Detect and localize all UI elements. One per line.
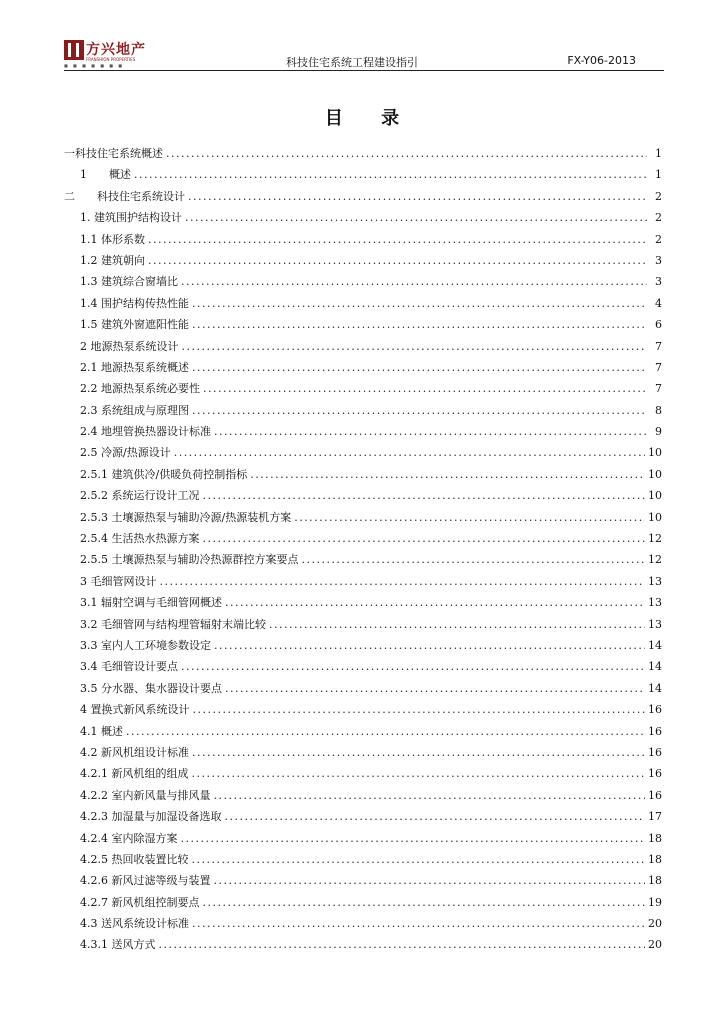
toc-entry[interactable] [64, 616, 662, 637]
toc-leader-dots [225, 596, 645, 609]
toc-entry-page: 3 [655, 253, 662, 267]
toc-entry-label: 1.5 建筑外窗遮阳性能 [80, 318, 189, 332]
toc-entry-page: 13 [648, 596, 662, 610]
toc-entry-label: 4 置换式新风系统设计 [80, 703, 190, 717]
toc-leader-dots [192, 361, 647, 374]
toc-leader-dots [192, 853, 646, 866]
toc-entry-page: 16 [648, 724, 662, 738]
toc-entry-label: 4.2.6 新风过滤等级与装置 [80, 874, 211, 888]
toc-entry[interactable] [64, 573, 662, 594]
toc-leader-dots [250, 468, 645, 481]
toc-heading: 目 录 [324, 108, 416, 129]
toc-entry[interactable] [64, 723, 662, 744]
toc-entry-page: 19 [648, 895, 662, 909]
toc-entry-page: 14 [648, 681, 662, 695]
toc-leader-dots [159, 938, 646, 951]
toc-leader-dots [214, 874, 646, 887]
toc-entry-label: 2.5.1 建筑供冷/供暖负荷控制指标 [80, 467, 248, 481]
toc-entry-label: 1.4 围护结构传热性能 [80, 296, 189, 310]
toc-entry-page: 20 [648, 917, 662, 931]
toc-leader-dots [188, 190, 647, 203]
toc-entry[interactable] [64, 658, 662, 679]
document-code: FX-Y06-2013 [567, 54, 636, 67]
toc-leader-dots [301, 553, 645, 566]
toc-entry[interactable] [64, 851, 662, 872]
toc-entry-page: 16 [648, 703, 662, 717]
toc-entry-label: 4.3.1 送风方式 [80, 938, 156, 952]
toc-entry[interactable] [64, 145, 662, 166]
toc-entry[interactable] [64, 380, 662, 401]
toc-entry-label: 3.1 辐射空调与毛细管网概述 [80, 596, 222, 610]
logo-dots: ■ ■ ■ ■ ■ ■ ■ [64, 63, 125, 68]
toc-entry-label: 二 科技住宅系统设计 [64, 189, 185, 203]
toc-entry-page: 7 [655, 382, 662, 396]
toc-entry[interactable] [64, 765, 662, 786]
toc-leader-dots [126, 725, 645, 738]
toc-leader-dots [185, 211, 647, 224]
toc-entry-label: 4.2 新风机组设计标准 [80, 745, 189, 759]
toc-leader-dots [214, 425, 647, 438]
toc-entry-page: 2 [655, 189, 662, 203]
toc-entry[interactable] [64, 936, 662, 957]
toc-leader-dots [166, 147, 647, 160]
toc-entry-label: 4.1 概述 [80, 724, 123, 738]
toc-entry-page: 10 [648, 446, 662, 460]
toc-entry[interactable] [64, 231, 662, 252]
toc-entry[interactable] [64, 701, 662, 722]
toc-leader-dots [192, 297, 647, 310]
toc-entry-page: 13 [648, 617, 662, 631]
toc-entry-label: 2.4 地埋管换热器设计标准 [80, 425, 211, 439]
toc-entry[interactable] [64, 637, 662, 658]
toc-entry[interactable] [64, 466, 662, 487]
toc-leader-dots [192, 404, 647, 417]
toc-entry[interactable] [64, 359, 662, 380]
toc-entry-label: 4.2.4 室内除湿方案 [80, 831, 178, 845]
toc-entry-page: 13 [648, 574, 662, 588]
toc-leader-dots [192, 917, 645, 930]
toc-entry-label: 3.5 分水器、集水器设计要点 [80, 681, 222, 695]
toc-leader-dots [174, 446, 645, 459]
toc-entry-label: 2.1 地源热泵系统概述 [80, 360, 189, 374]
toc-entry-label: 2.5 冷源/热源设计 [80, 446, 171, 460]
toc-leader-dots [214, 639, 645, 652]
toc-entry[interactable] [64, 338, 662, 359]
table-of-contents [64, 145, 662, 958]
toc-leader-dots [192, 767, 646, 780]
toc-entry-page: 6 [655, 318, 662, 332]
toc-entry[interactable] [64, 594, 662, 615]
toc-leader-dots [203, 532, 646, 545]
toc-entry[interactable] [64, 787, 662, 808]
toc-entry-page: 9 [655, 425, 662, 439]
toc-leader-dots [294, 511, 645, 524]
toc-entry-label: 3 毛细管网设计 [80, 574, 157, 588]
toc-entry[interactable] [64, 209, 662, 230]
toc-entry-page: 1 [655, 147, 662, 160]
toc-entry-page: 2 [655, 232, 662, 246]
toc-entry-page: 3 [655, 275, 662, 289]
toc-entry-page: 14 [648, 660, 662, 674]
toc-entry-label: 1.2 建筑朝向 [80, 253, 145, 267]
toc-leader-dots [181, 660, 645, 673]
toc-entry[interactable] [64, 872, 662, 893]
toc-entry-page: 18 [648, 831, 662, 845]
toc-entry-page: 16 [648, 767, 662, 781]
toc-entry[interactable] [64, 423, 662, 444]
toc-entry-page: 2 [655, 211, 662, 225]
toc-entry-page: 16 [648, 745, 662, 759]
toc-leader-dots [193, 703, 646, 716]
toc-entry-label: 4.2.1 新风机组的组成 [80, 767, 189, 781]
toc-entry-page: 10 [648, 467, 662, 481]
toc-entry-label: 1. 建筑围护结构设计 [80, 211, 182, 225]
toc-leader-dots [192, 746, 645, 759]
logo-text: 方兴地产 [86, 42, 146, 58]
toc-entry[interactable] [64, 894, 662, 915]
logo-subtext: FRANSHION PROPERTIES [86, 57, 136, 62]
toc-entry-page: 7 [655, 360, 662, 374]
toc-entry-page: 12 [648, 553, 662, 567]
toc-entry-page: 18 [648, 874, 662, 888]
toc-entry-label: 1 概述 [80, 168, 131, 182]
toc-entry-page: 8 [655, 403, 662, 417]
toc-entry-label: 4.3 送风系统设计标准 [80, 917, 189, 931]
toc-entry-label: 1.3 建筑综合窗墙比 [80, 275, 178, 289]
toc-entry-page: 14 [648, 638, 662, 652]
logo-mark-icon [64, 40, 84, 60]
toc-entry-label: 2.5.4 生活热水热源方案 [80, 532, 200, 546]
toc-entry[interactable] [64, 444, 662, 465]
toc-entry-page: 4 [655, 296, 662, 310]
toc-entry-page: 20 [648, 938, 662, 952]
toc-leader-dots [269, 618, 645, 631]
toc-leader-dots [203, 489, 646, 502]
toc-entry-page: 7 [655, 339, 662, 353]
toc-leader-dots [148, 233, 647, 246]
toc-leader-dots [192, 318, 647, 331]
toc-entry[interactable] [64, 808, 662, 829]
toc-entry[interactable] [64, 830, 662, 851]
toc-leader-dots [203, 382, 647, 395]
toc-entry[interactable] [64, 273, 662, 294]
toc-leader-dots [182, 340, 648, 353]
toc-entry-label: 2.5.2 系统运行设计工况 [80, 489, 200, 503]
toc-entry-label: 4.2.5 热回收装置比较 [80, 852, 189, 866]
toc-leader-dots [225, 682, 645, 695]
toc-leader-dots [203, 896, 646, 909]
toc-entry-label: 1.1 体形系数 [80, 232, 145, 246]
toc-entry-page: 17 [648, 810, 662, 824]
toc-entry[interactable] [64, 551, 662, 572]
page-header [64, 38, 664, 71]
toc-leader-dots [181, 275, 647, 288]
toc-entry[interactable] [64, 166, 662, 187]
toc-entry-label: 4.2.2 室内新风量与排风量 [80, 788, 211, 802]
company-logo [64, 38, 154, 68]
toc-entry[interactable] [64, 744, 662, 765]
toc-entry-page: 12 [648, 532, 662, 546]
toc-entry-label: 3.3 室内人工环境参数设定 [80, 638, 211, 652]
toc-leader-dots [160, 575, 646, 588]
toc-entry[interactable] [64, 509, 662, 530]
toc-entry-label: 4.2.3 加湿量与加湿设备选取 [80, 810, 222, 824]
toc-entry-label: 2.3 系统组成与原理图 [80, 403, 189, 417]
toc-entry-label: 一科技住宅系统概述 [64, 147, 163, 160]
toc-entry[interactable] [64, 530, 662, 551]
toc-leader-dots [214, 789, 646, 802]
toc-leader-dots [134, 168, 647, 181]
toc-entry[interactable] [64, 295, 662, 316]
toc-entry[interactable] [64, 402, 662, 423]
toc-entry[interactable] [64, 316, 662, 337]
toc-leader-dots [148, 254, 647, 267]
toc-leader-dots [181, 832, 646, 845]
document-title: 科技住宅系统工程建设指引 [286, 56, 418, 69]
toc-entry-label: 4.2.7 新风机组控制要点 [80, 895, 200, 909]
toc-entry-label: 2.5.5 土壤源热泵与辅助冷热源群控方案要点 [80, 553, 299, 567]
toc-entry[interactable] [64, 252, 662, 273]
toc-entry[interactable] [64, 680, 662, 701]
toc-entry-label: 2 地源热泵系统设计 [80, 339, 179, 353]
toc-entry-label: 2.5.3 土壤源热泵与辅助冷源/热源装机方案 [80, 510, 292, 524]
toc-entry-page: 10 [648, 510, 662, 524]
toc-entry-page: 16 [648, 788, 662, 802]
toc-leader-dots [225, 810, 646, 823]
toc-entry-page: 1 [655, 168, 662, 182]
toc-entry-label: 2.2 地源热泵系统必要性 [80, 382, 200, 396]
toc-entry-page: 18 [648, 852, 662, 866]
toc-entry-page: 10 [648, 489, 662, 503]
toc-entry[interactable] [64, 915, 662, 936]
toc-entry[interactable] [64, 487, 662, 508]
toc-entry[interactable] [64, 188, 662, 209]
toc-entry-label: 3.4 毛细管设计要点 [80, 660, 178, 674]
toc-entry-label: 3.2 毛细管网与结构埋管辐射末端比较 [80, 617, 266, 631]
